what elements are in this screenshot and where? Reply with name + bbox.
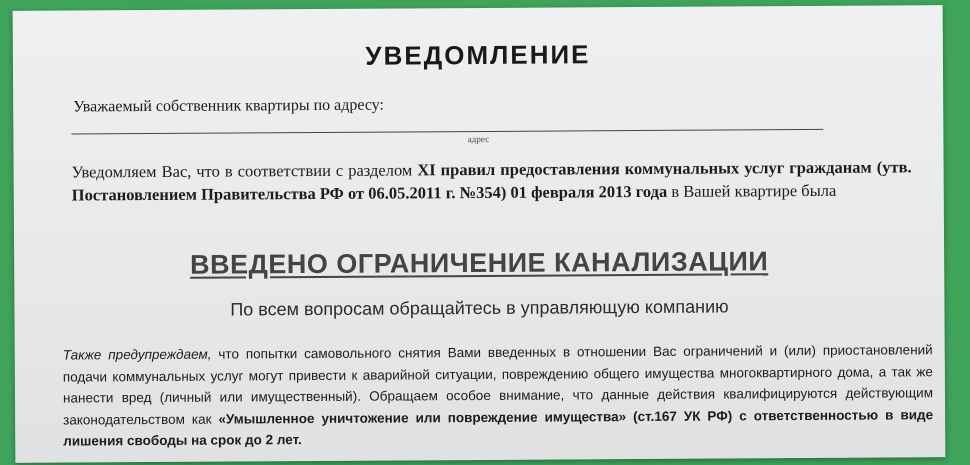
warning-italic-start: Также предупреждаем, (62, 346, 212, 363)
restriction-headline: ВВЕДЕНО ОГРАНИЧЕНИЕ КАНАЛИЗАЦИИ (190, 246, 769, 280)
greeting-text: Уважаемый собственник квартиры по адресу: (73, 96, 385, 116)
notice-paragraph-part1: Уведомляем Вас, что в соответствии с разделом (71, 160, 418, 182)
contact-subline: По всем вопросам обращайтесь в управляющую компанию (230, 296, 729, 320)
warning-text: что попытки самовольного снятия Вами введенных в отношении Вас ограничений и (или) приостановлений подачи коммунальных услуг могут привести к аварийной ситуации, повреждению общего имущества многоквартирного дома, а так же нанести вред (личный или имущественный). Обращаем особое внимание, что данные действия квалифицируются действующим законодательством как (62, 342, 934, 428)
warning-bold-text: «Умышленное уничтожение или повреждение имущества» (ст.167 УК РФ) с ответственностью в виде лишения свободы на срок до 2 лет. (63, 406, 934, 449)
notice-title: УВЕДОМЛЕНИЕ (365, 39, 591, 71)
notice-paragraph-bold: XI правил предоставления коммунальных услуг гражданам (утв. Постановлением Правительства РФ от 06.05.2011 г. №354) 01 февраля 2013 года (71, 157, 912, 205)
notice-sheet (13, 5, 946, 463)
warning-paragraph (63, 339, 934, 452)
address-caption: адрес (467, 133, 490, 145)
notice-paragraph-part2: в Вашей квартире была (667, 180, 837, 201)
notice-paragraph (72, 155, 912, 206)
